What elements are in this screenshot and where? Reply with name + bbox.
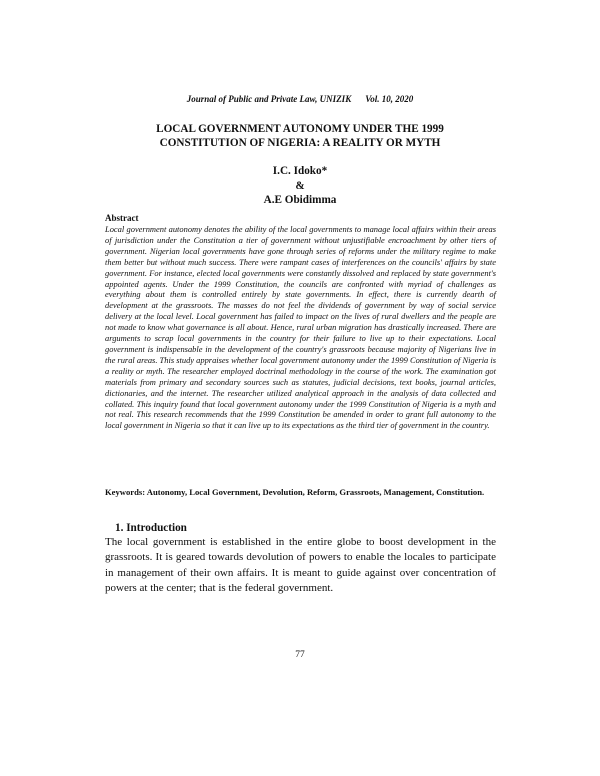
title-line-2: CONSTITUTION OF NIGERIA: A REALITY OR MYTH (159, 137, 441, 149)
journal-name: Journal of Public and Private Law, UNIZIK (186, 94, 352, 104)
author-separator: & (295, 179, 305, 192)
introduction-paragraph: The local government is established in the entire globe to boost development in the grassroots. It is geared towards devolution of powers to enable the locales to participate in management of their own affairs. It is meant to guide against over concentration of powers at the center; that is the federal government. (105, 536, 496, 594)
abstract-heading: Abstract (105, 213, 139, 223)
keywords: Keywords: Autonomy, Local Government, Devolution, Reform, Grassroots, Management, Constitution. (105, 487, 485, 497)
author-1: I.C. Idoko* (272, 165, 328, 177)
paper-title (60, 122, 540, 150)
journal-volume: Vol. 10, 2020 (365, 94, 414, 104)
running-header (0, 94, 600, 104)
author-2: A.E Obidimma (263, 194, 337, 206)
title-line-1: LOCAL GOVERNMENT AUTONOMY UNDER THE 1999 (156, 123, 444, 135)
page-number: 77 (295, 650, 305, 660)
abstract-text: Local government autonomy denotes the ability of the local governments to manage local affairs within their areas of jurisdiction under the Constitution a tier of government without unjustifiable encroachment by other tiers of government. Nigerian local governments have gone through series of reforms under the military regime to make them better but without much success. There were rampant cases of interferences on the councils' affairs by state government. For instance, elected local governments were constantly dissolved and replaced by state government's appointed agents. Under the 1999 Constitution, the councils are confronted with myriad of challenges as everything about them is controlled entirely by state governments. In effect, there is currently dearth of development at the grassroots. The masses do not feel the dividends of government by way of social service delivery at the local level. Local government has failed to impact on the lives of rural dwellers and the people are not made to know what governance is all about. Hence, rural urban migration has drastically increased. There are arguments to scrap local governments in the country for their failure to live up to their expectations. Local government is indispensable in the development of the country's grassroots because majority of Nigerians live in the rural areas. This study appraises whether local government autonomy under the 1999 Constitution of Nigeria is a reality or myth. The researcher employed doctrinal methodology in the course of the work. The examination got materials from primary and secondary sources such as statutes, judicial decisions, text books, journal articles, dictionaries, and the internet. The researcher utilized analytical approach in the analysis of data collected and collated. This inquiry found that local government autonomy under the 1999 Constitution of Nigeria is a myth and not real. This research recommends that the 1999 Constitution be amended in order to grant full autonomy to the local government in Nigeria so that it can live up to its expectations as the third tier of government in the country. (105, 224, 496, 431)
author-block (0, 164, 600, 208)
section-heading-introduction: 1. Introduction (115, 522, 187, 534)
